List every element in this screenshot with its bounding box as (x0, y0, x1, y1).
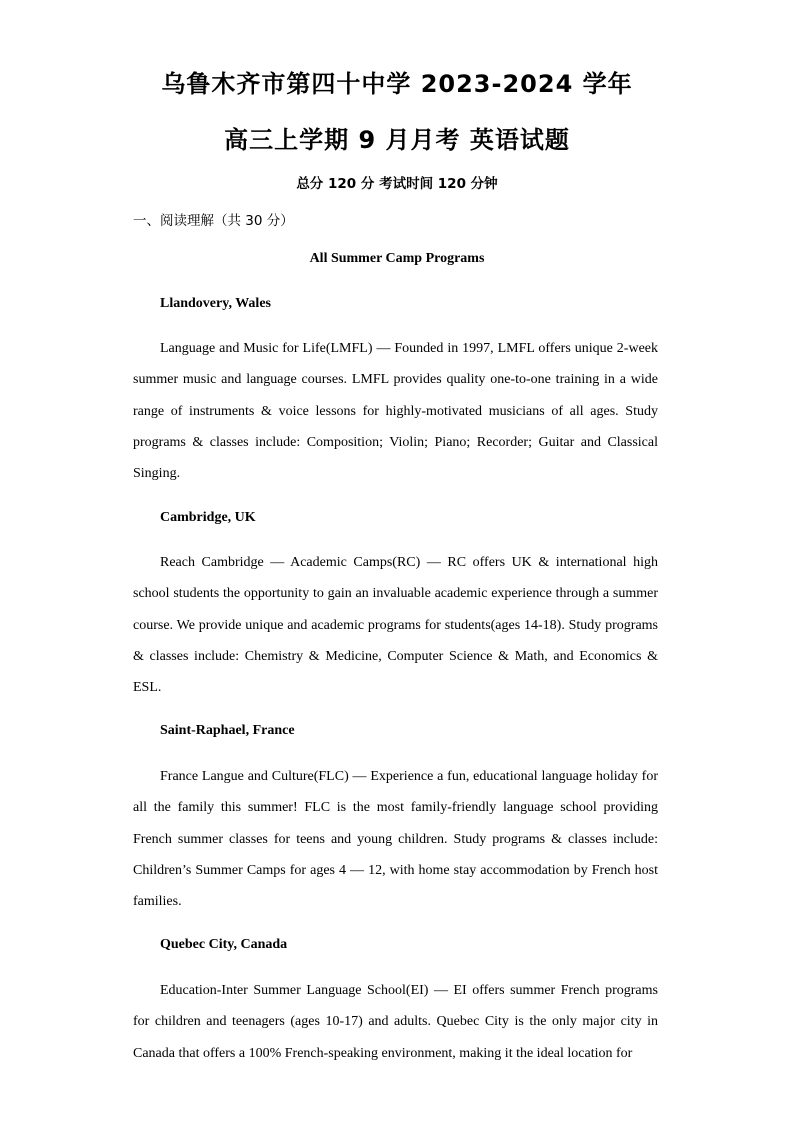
article-title: All Summer Camp Programs (309, 251, 485, 266)
camp-location: Cambridge, UK (160, 510, 256, 525)
section-heading: 一、阅读理解（共 30 分） (133, 213, 294, 229)
exam-subtitle: 总分 120 分 考试时间 120 分钟 (296, 176, 498, 192)
exam-title-line2: 高三上学期 9 月月考 英语试题 (224, 126, 570, 154)
camp-description: Reach Cambridge — Academic Camps(RC) — RC offers UK & international high school students the opportunity to gain an invaluable academic experience through a summer course. We provide unique and academic programs for students(ages 14-18). Study programs & classes include: Chemistry & Medicine, Computer Science & Math, and Economics & ESL. (133, 555, 658, 696)
camp-location: Llandovery, Wales (160, 296, 271, 311)
camp-location: Saint-Raphael, France (160, 723, 295, 738)
camp-description: Education-Inter Summer Language School(EI) — EI offers summer French programs for children and teenagers (ages 10-17) and adults. Quebec City is the only major city in Canada that offers a 100% French-speaking environment, making it the ideal location for (133, 983, 658, 1061)
camp-description: Language and Music for Life(LMFL) — Founded in 1997, LMFL offers unique 2-week summer music and language courses. LMFL provides quality one-to-one training in a wide range of instruments & voice lessons for highly-motivated musicians of all ages. Study programs & classes include: Composition; Violin; Piano; Recorder; Guitar and Classical Singing. (133, 341, 658, 482)
exam-title-line1: 乌鲁木齐市第四十中学 2023-2024 学年 (161, 70, 633, 98)
camp-location: Quebec City, Canada (160, 937, 288, 952)
camp-description: France Langue and Culture(FLC) — Experience a fun, educational language holiday for all the family this summer! FLC is the most family-friendly language school providing French summer classes for teens and young children. Study programs & classes include: Children’s Summer Camps for ages 4 — 12, with home stay accommodation by French host families. (133, 769, 658, 910)
